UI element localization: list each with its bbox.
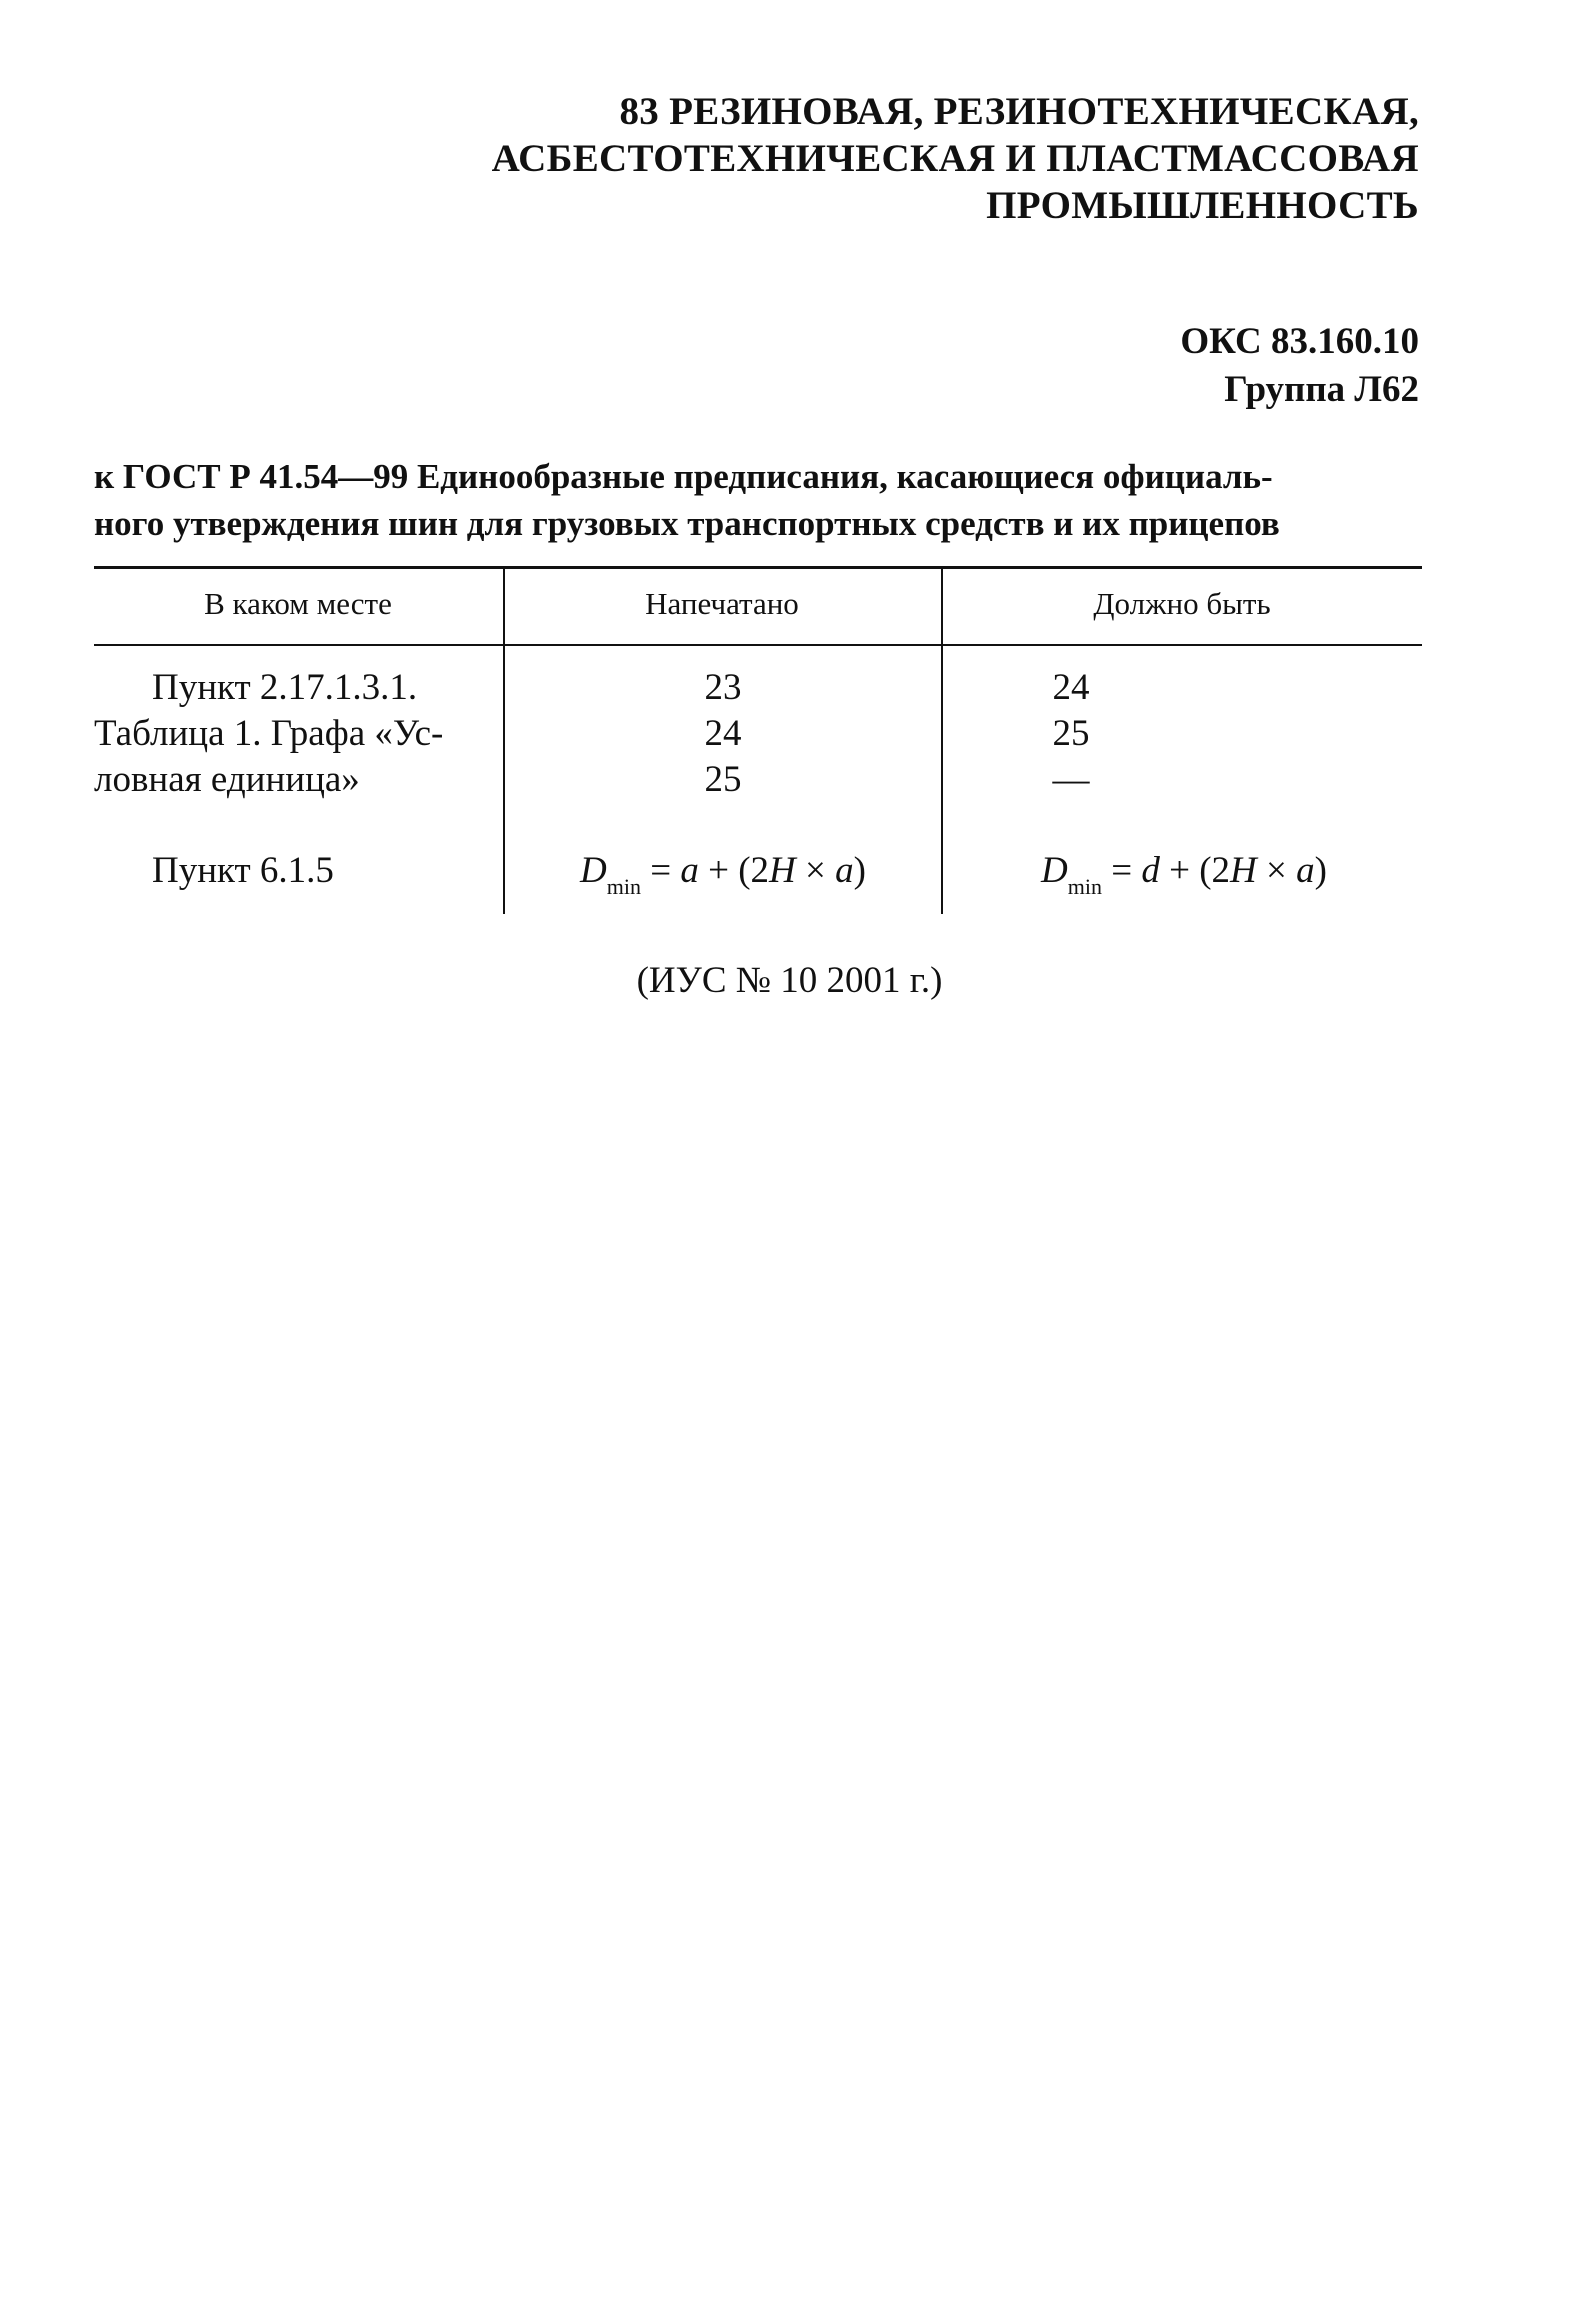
amendment-title	[94, 453, 1422, 547]
table-row-1-printed	[508, 665, 938, 803]
column-divider-2	[941, 569, 943, 914]
table-row-1-correct	[946, 665, 1196, 803]
formula-eq: =	[640, 850, 681, 891]
header-printed: Напечатано	[645, 586, 799, 621]
printed-value: 23	[704, 667, 742, 708]
formula-op: ×	[1256, 850, 1297, 891]
formula-symbol: D	[580, 850, 607, 891]
oks-code: ОКС 83.160.10	[1180, 321, 1419, 362]
header-place: В каком месте	[204, 586, 392, 621]
formula-var: d	[1141, 850, 1160, 891]
place-line: Таблица 1. Графа «Ус-	[94, 713, 444, 754]
correct-formula	[946, 848, 1422, 898]
formula-eq: =	[1101, 850, 1142, 891]
formula-subscript: min	[606, 874, 641, 899]
formula-op: + (2	[1159, 850, 1231, 891]
formula-op: )	[1314, 850, 1327, 891]
formula-op: + (2	[698, 850, 770, 891]
formula-symbol: D	[1041, 850, 1068, 891]
amendment-title-line-2: ного утверждения шин для грузовых транспортных средств и их прицепов	[94, 504, 1280, 543]
heading-line-3: ПРОМЫШЛЕННОСТЬ	[986, 184, 1419, 227]
table-header-rule	[94, 644, 1422, 646]
formula-var: H	[769, 850, 796, 891]
printed-value: 25	[704, 759, 742, 800]
heading-line-1: 83 РЕЗИНОВАЯ, РЕЗИНОТЕХНИЧЕСКАЯ,	[619, 90, 1419, 133]
formula-var: a	[1296, 850, 1315, 891]
formula-op: )	[853, 850, 866, 891]
formula-var: a	[835, 850, 854, 891]
printed-formula	[508, 848, 938, 898]
place-line: Пункт 6.1.5	[152, 850, 334, 891]
table-row-2-place	[94, 848, 484, 894]
section-heading	[319, 88, 1419, 229]
place-line: Пункт 2.17.1.3.1.	[152, 667, 418, 708]
correct-value: —	[1052, 759, 1090, 800]
correct-value: 24	[1052, 667, 1090, 708]
printed-value: 24	[704, 713, 742, 754]
formula-var: a	[680, 850, 699, 891]
formula-var: H	[1230, 850, 1257, 891]
amendment-title-line-1: к ГОСТ Р 41.54—99 Единообразные предписания, касающиеся официаль-	[94, 457, 1273, 496]
classification-block	[1180, 318, 1419, 414]
column-divider-1	[503, 569, 505, 914]
header-correct: Должно быть	[1093, 586, 1271, 621]
group-code: Группа Л62	[1224, 369, 1419, 410]
place-line: ловная единица»	[94, 759, 360, 800]
heading-line-2: АСБЕСТОТЕХНИЧЕСКАЯ И ПЛАСТМАССОВАЯ	[491, 137, 1419, 180]
source-reference: (ИУС № 10 2001 г.)	[636, 960, 943, 1001]
table-row-1-place	[94, 665, 484, 803]
formula-op: ×	[795, 850, 836, 891]
formula-subscript: min	[1067, 874, 1102, 899]
correct-value: 25	[1052, 713, 1090, 754]
table-top-rule	[94, 566, 1422, 569]
